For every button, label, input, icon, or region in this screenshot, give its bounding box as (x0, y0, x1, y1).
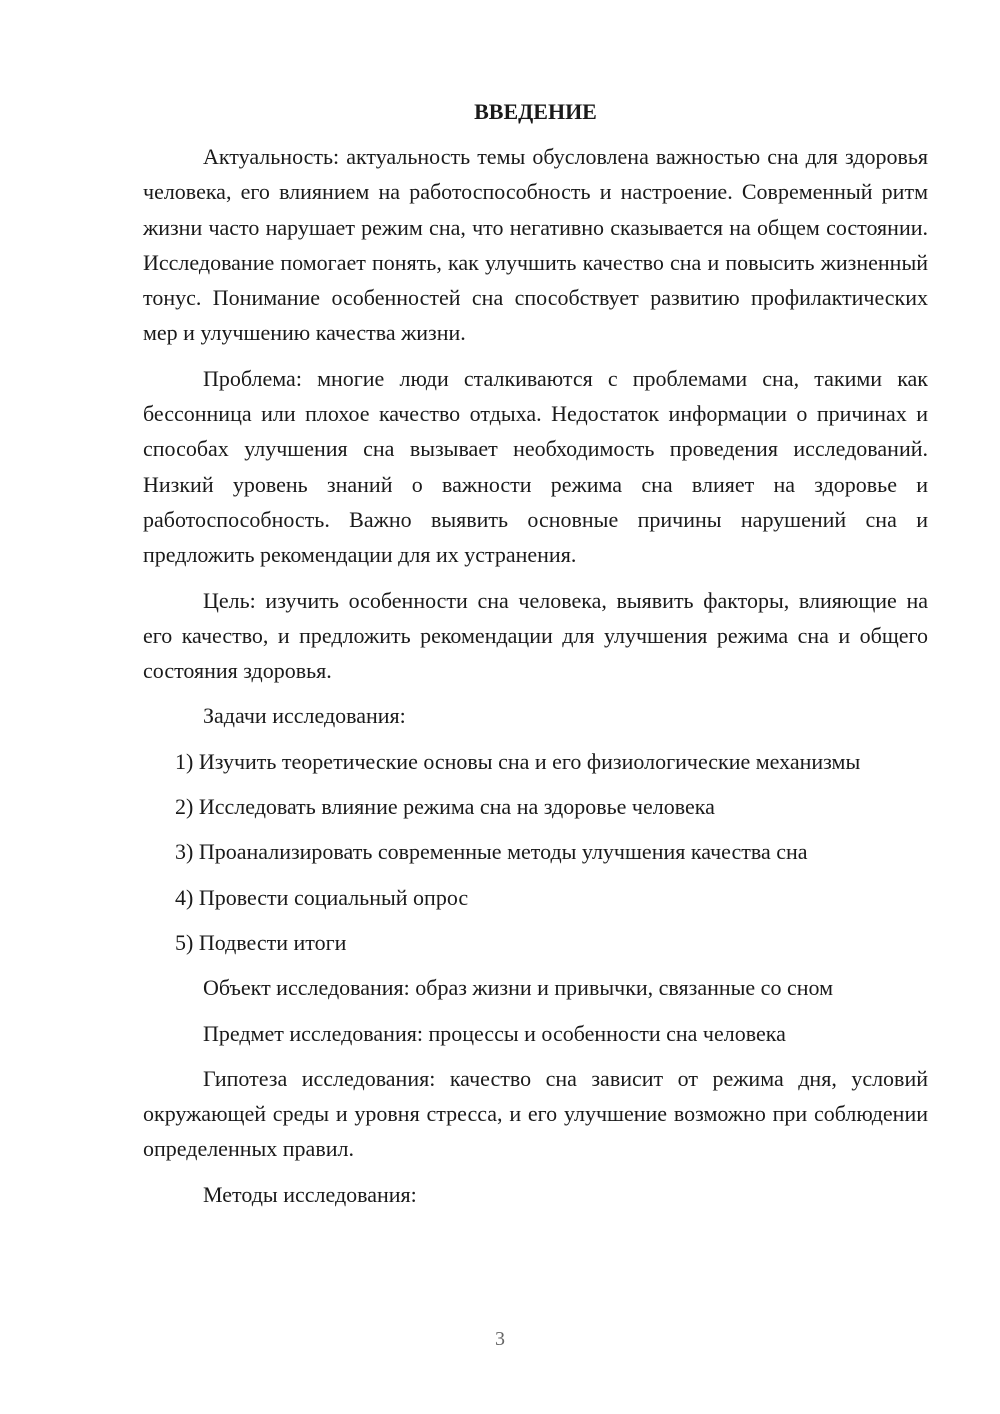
task-item: 4) Провести социальный опрос (175, 884, 469, 910)
tasks-list (143, 744, 928, 960)
problem-paragraph: Проблема: многие люди сталкиваются с проблемами сна, такими как бессонница или плохое качество отдыха. Недостаток информации о причинах и способах улучшения сна вызывает необходимость проведения исследований. Низкий уровень знаний о важности режима сна влияет на здоровье и работоспособность. Важно выявить основные причины нарушений сна и предложить рекомендации для их устранения. (143, 365, 928, 568)
object-paragraph: Объект исследования: образ жизни и привычки, связанные со сном (203, 975, 833, 1001)
task-item: 2) Исследовать влияние режима сна на здоровье человека (175, 794, 715, 820)
task-item: 1) Изучить теоретические основы сна и его физиологические механизмы (175, 748, 861, 774)
relevance-paragraph: Актуальность: актуальность темы обусловлена важностью сна для здоровья человека, его влиянием на работоспособность и настроение. Современный ритм жизни часто нарушает режим сна, что негативно сказывается на общем состоянии. Исследование помогает понять, как улучшить качество сна и повысить жизненный тонус. Понимание особенностей сна способствует развитию профилактических мер и улучшению качества жизни. (143, 144, 928, 346)
goal-paragraph: Цель: изучить особенности сна человека, выявить факторы, влияющие на его качество, и предложить рекомендации для улучшения режима сна и общего состояния здоровья. (143, 587, 928, 684)
methods-heading: Методы исследования: (203, 1181, 417, 1207)
hypothesis-paragraph: Гипотеза исследования: качество сна зависит от режима дня, условий окружающей среды и уровня стресса, и его улучшение возможно при соблюдении определенных правил. (143, 1065, 928, 1162)
tasks-heading: Задачи исследования: (203, 703, 406, 729)
task-item: 5) Подвести итоги (175, 929, 347, 955)
task-item: 3) Проанализировать современные методы улучшения качества сна (175, 839, 808, 865)
subject-paragraph: Предмет исследования: процессы и особенности сна человека (203, 1020, 786, 1046)
section-title: ВВЕДЕНИЕ (474, 99, 597, 124)
page-content (143, 94, 928, 1222)
page-number: 3 (495, 1328, 505, 1350)
